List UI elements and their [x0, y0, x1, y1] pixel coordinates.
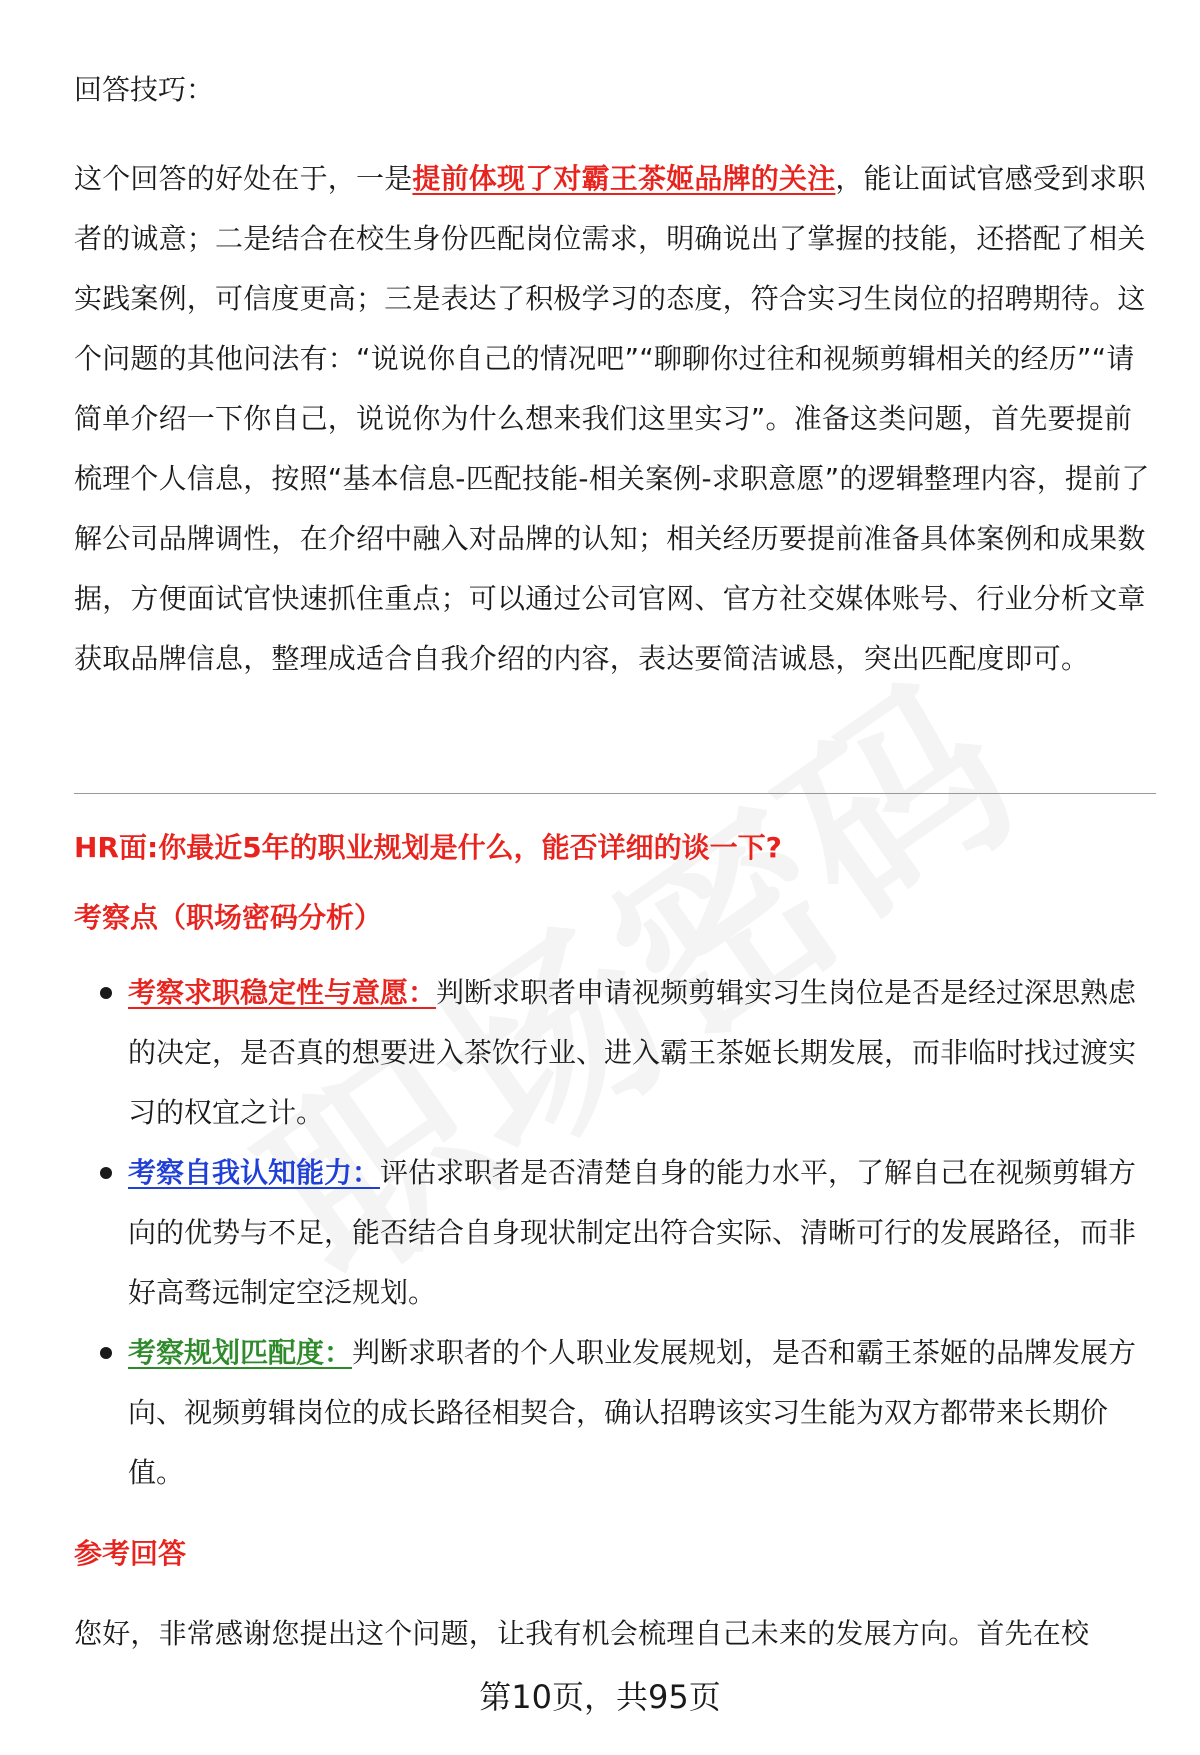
- bullet-text: 判断求职者的个人职业发展规划，是否和霸王茶姬的品牌发展方向、视频剪辑岗位的成长路径相契合，确认招聘该实习生能为双方都带来长期价值。: [128, 1336, 1137, 1489]
- section-divider: [74, 793, 1156, 794]
- bullet-dot-icon: [100, 1347, 112, 1359]
- page-number: 第10页，共95页: [479, 1678, 721, 1716]
- reference-answer-heading: 参考回答: [74, 1537, 187, 1570]
- key-points-heading: 考察点（职场密码分析）: [74, 901, 383, 934]
- paragraph-text-after: ，能让面试官感受到求职者的诚意；二是结合在校生身份匹配岗位需求，明确说出了掌握的技能，还搭配了相关实践案例，可信度更高；三是表达了积极学习的态度，符合实习生岗位的招聘期待。这个问题的其他问法有：“说说你自己的情况吧”“聊聊你过往和视频剪辑相关的经历”“请简单介绍一下你自己，说说你为什么想来我们这里实习”。准备这类问题，首先要提前梳理个人信息，按照“基本信息-匹配技能-相关案例-求职意愿”的逻辑整理内容，提前了解公司品牌调性，在介绍中融入对品牌的认知；相关经历要提前准备具体案例和成果数据，方便面试官快速抓住重点；可以通过公司官网、官方社交媒体账号、行业分析文章获取品牌信息，整理成适合自我介绍的内容，表达要简洁诚恳，突出匹配度即可。: [74, 162, 1150, 675]
- highlighted-phrase: 提前体现了对霸王茶姬品牌的关注: [412, 162, 836, 195]
- reference-answer-paragraph: 您好，非常感谢您提出这个问题，让我有机会梳理自己未来的发展方向。首先在校: [74, 1617, 1090, 1650]
- list-item: [74, 1143, 1156, 1323]
- answer-analysis-paragraph: [74, 149, 1154, 689]
- list-item: [74, 963, 1156, 1143]
- bullet-keyword: 考察自我认知能力：: [128, 1156, 381, 1189]
- bullet-keyword: 考察规划匹配度：: [128, 1336, 353, 1369]
- key-points-list: [74, 963, 1156, 1503]
- bullet-keyword: 考察求职稳定性与意愿：: [128, 976, 437, 1009]
- answer-tips-label: 回答技巧：: [74, 73, 215, 106]
- bullet-dot-icon: [100, 987, 112, 999]
- bullet-dot-icon: [100, 1167, 112, 1179]
- list-item: [74, 1323, 1156, 1503]
- bullet-text: 判断求职者申请视频剪辑实习生岗位是否是经过深思熟虑的决定，是否真的想要进入茶饮行业、进入霸王茶姬长期发展，而非临时找过渡实习的权宜之计。: [128, 976, 1137, 1129]
- bullet-text: 评估求职者是否清楚自身的能力水平，了解自己在视频剪辑方向的优势与不足，能否结合自身现状制定出符合实际、清晰可行的发展路径，而非好高骛远制定空泛规划。: [128, 1156, 1137, 1309]
- interview-question: HR面:你最近5年的职业规划是什么，能否详细的谈一下?: [74, 831, 782, 864]
- paragraph-text-before: 这个回答的好处在于，一是: [74, 162, 413, 195]
